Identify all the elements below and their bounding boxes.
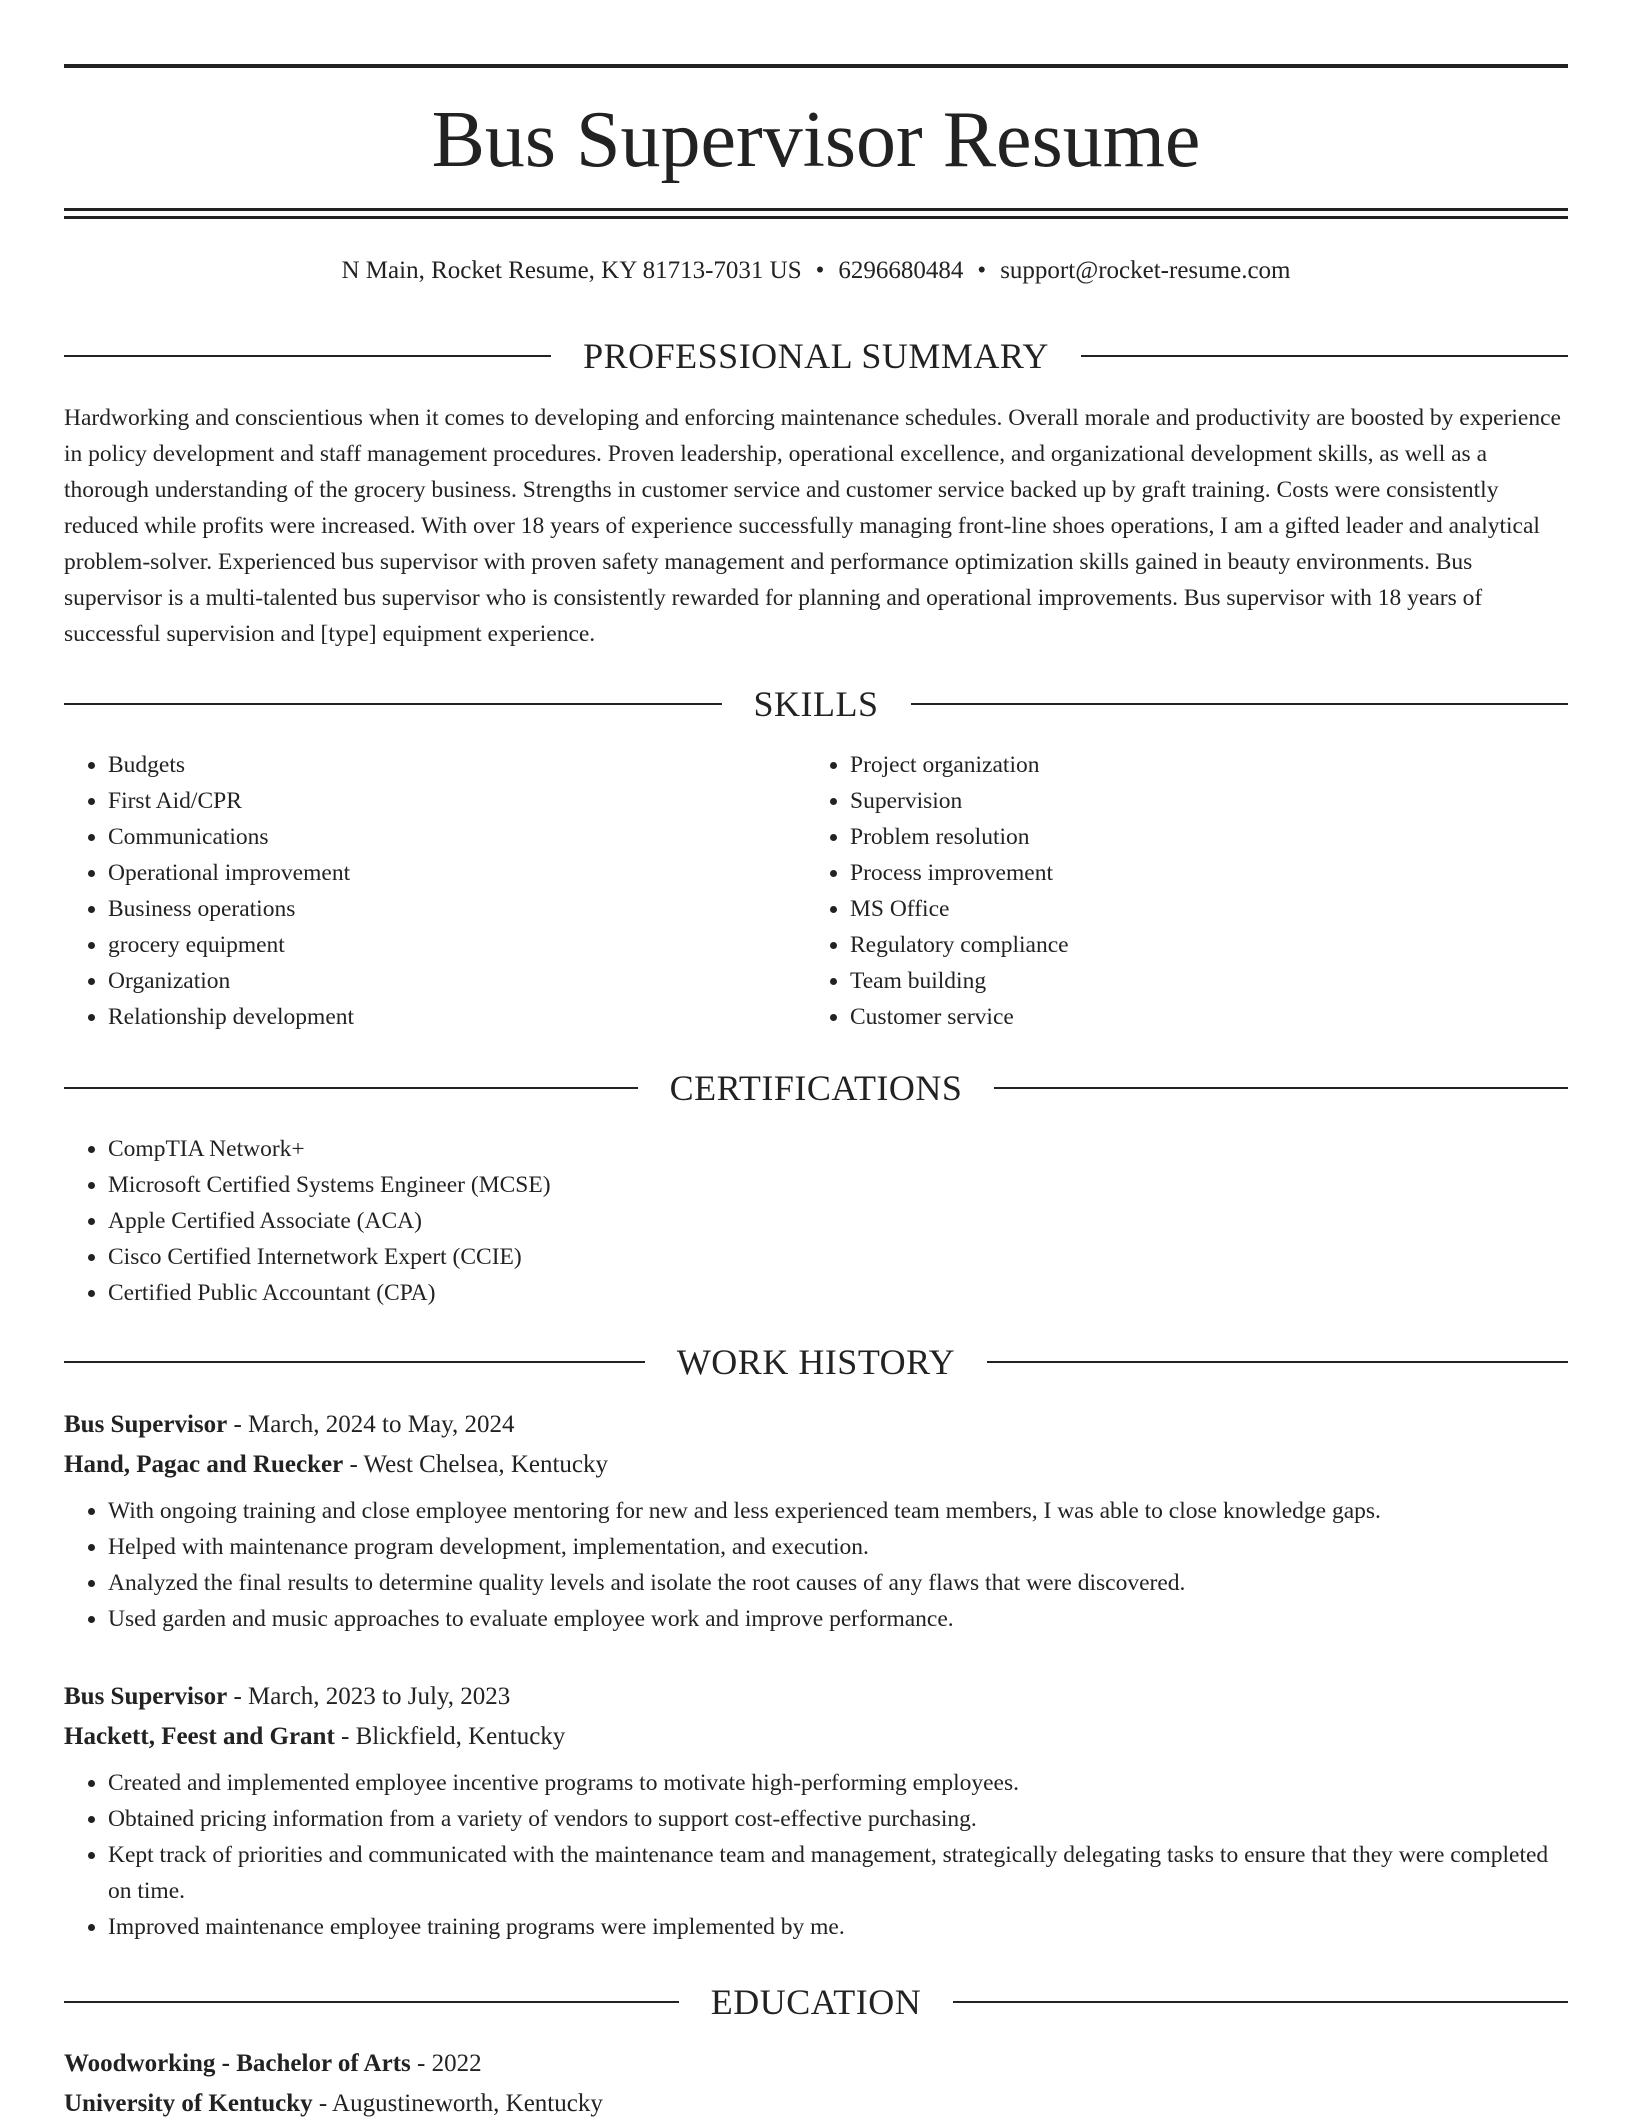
job-bullet: • Helped with maintenance program development, implementation, and execution.	[108, 1529, 1568, 1565]
job-dates: - March, 2024 to May, 2024	[227, 1411, 515, 1438]
title-rule-lower	[64, 216, 1568, 219]
skill-item: • Communications	[108, 819, 764, 855]
skill-item: • Project organization	[850, 747, 1506, 783]
skills-left-column	[64, 747, 764, 1035]
section-title-skills: SKILLS	[753, 684, 879, 724]
job-bullet: • Created and implemented employee incentive programs to motivate high-performing employees.	[108, 1765, 1568, 1801]
skill-item: • Budgets	[108, 747, 764, 783]
divider-line	[64, 355, 551, 357]
contact-phone: 6296680484	[838, 257, 964, 284]
job-title: Bus Supervisor	[64, 1411, 228, 1438]
certifications-list	[64, 1131, 1568, 1311]
section-header-education	[64, 1980, 1568, 2024]
title-rule-upper	[64, 208, 1568, 211]
section-title-education: EDUCATION	[710, 1982, 922, 2022]
job-title: Bus Supervisor	[64, 1683, 228, 1710]
divider-line	[987, 1361, 1568, 1363]
job-bullet: • Improved maintenance employee training programs were implemented by me.	[108, 1909, 1568, 1945]
job-company: Hackett, Feest and Grant	[64, 1723, 335, 1750]
certification-item: • Certified Public Accountant (CPA)	[108, 1275, 1568, 1311]
skill-item: • MS Office	[850, 891, 1506, 927]
job-title-line	[64, 1677, 1568, 1717]
education-year: - 2022	[410, 2050, 482, 2077]
section-header-work	[64, 1340, 1568, 1384]
education-school-line	[64, 2084, 1568, 2124]
job-company: Hand, Pagac and Ruecker	[64, 1451, 344, 1478]
skill-item: • Relationship development	[108, 999, 764, 1035]
summary-text: Hardworking and conscientious when it comes to developing and enforcing maintenance schedules. Overall morale and productivity are boosted by experience in policy development and staff management procedures. Proven leadership, operational excellence, and organizational development skills, as well as a thorough understanding of the grocery business. Strengths in customer service and customer service backed up by graft training. Costs were consistently reduced while profits were increased. With over 18 years of experience successfully managing front-line shoes operations, I am a gifted leader and analytical problem-solver. Experienced bus supervisor with proven safety management and performance optimization skills gained in beauty environments. Bus supervisor is a multi-talented bus supervisor who is consistently rewarded for planning and operational improvements. Bus supervisor with 18 years of successful supervision and [type] equipment experience.	[64, 405, 1561, 647]
section-header-certifications	[64, 1066, 1568, 1110]
skill-item: • Operational improvement	[108, 855, 764, 891]
skill-item: • Organization	[108, 963, 764, 999]
section-title-summary: PROFESSIONAL SUMMARY	[583, 336, 1049, 376]
page-title: Bus Supervisor Resume	[431, 96, 1201, 184]
certification-item: • Apple Certified Associate (ACA)	[108, 1203, 1568, 1239]
job-location: - Blickfield, Kentucky	[334, 1723, 566, 1750]
certification-item: • CompTIA Network+	[108, 1131, 1568, 1167]
job-bullet: • Analyzed the final results to determine quality levels and isolate the root causes of any flaws that were discovered.	[108, 1565, 1568, 1601]
divider-line	[64, 2001, 679, 2003]
job-bullet: • Obtained pricing information from a variety of vendors to support cost-effective purchasing.	[108, 1801, 1568, 1837]
skill-item: • Regulatory compliance	[850, 927, 1506, 963]
skill-item: • grocery equipment	[108, 927, 764, 963]
divider-line	[64, 703, 722, 705]
section-header-summary	[64, 334, 1568, 378]
section-title-work: WORK HISTORY	[676, 1342, 956, 1382]
job-entry	[64, 1405, 1568, 1637]
job-location: - West Chelsea, Kentucky	[343, 1451, 609, 1478]
job-bullet: • Kept track of priorities and communicated with the maintenance team and management, strategically delegating tasks to ensure that they were completed on time.	[108, 1837, 1568, 1909]
section-title-certifications: CERTIFICATIONS	[669, 1068, 963, 1108]
job-title-line	[64, 1405, 1568, 1445]
divider-line	[994, 1087, 1568, 1089]
certification-item: • Cisco Certified Internetwork Expert (CCIE)	[108, 1239, 1568, 1275]
job-entry	[64, 1677, 1568, 1945]
skill-item: • Supervision	[850, 783, 1506, 819]
skills-right-column	[806, 747, 1506, 1035]
certification-item: • Microsoft Certified Systems Engineer (MCSE)	[108, 1167, 1568, 1203]
skill-item: • Process improvement	[850, 855, 1506, 891]
education-location: - Augustineworth, Kentucky	[312, 2090, 603, 2117]
contact-line	[64, 254, 1568, 288]
education-degree-line	[64, 2044, 1568, 2084]
skill-item: • Problem resolution	[850, 819, 1506, 855]
education-entry	[64, 2044, 1568, 2124]
skill-item: • First Aid/CPR	[108, 783, 764, 819]
job-bullet: • With ongoing training and close employee mentoring for new and less experienced team members, I was able to close knowledge gaps.	[108, 1493, 1568, 1529]
contact-email: support@rocket-resume.com	[1000, 257, 1291, 284]
job-company-line	[64, 1445, 1568, 1485]
section-header-skills	[64, 682, 1568, 726]
education-school: University of Kentucky	[64, 2090, 313, 2117]
education-degree: Woodworking - Bachelor of Arts	[64, 2050, 411, 2077]
divider-line	[1081, 355, 1568, 357]
job-bullet: • Used garden and music approaches to evaluate employee work and improve performance.	[108, 1601, 1568, 1637]
divider-line	[64, 1087, 638, 1089]
divider-line	[953, 2001, 1568, 2003]
skill-item: • Customer service	[850, 999, 1506, 1035]
contact-address: N Main, Rocket Resume, KY 81713-7031 US	[341, 257, 802, 284]
skill-item: • Team building	[850, 963, 1506, 999]
skill-item: • Business operations	[108, 891, 764, 927]
contact-separator: •	[815, 257, 825, 284]
divider-line	[64, 1361, 645, 1363]
contact-separator: •	[977, 257, 987, 284]
top-rule	[64, 64, 1568, 68]
divider-line	[911, 703, 1569, 705]
job-dates: - March, 2023 to July, 2023	[227, 1683, 511, 1710]
job-company-line	[64, 1717, 1568, 1757]
